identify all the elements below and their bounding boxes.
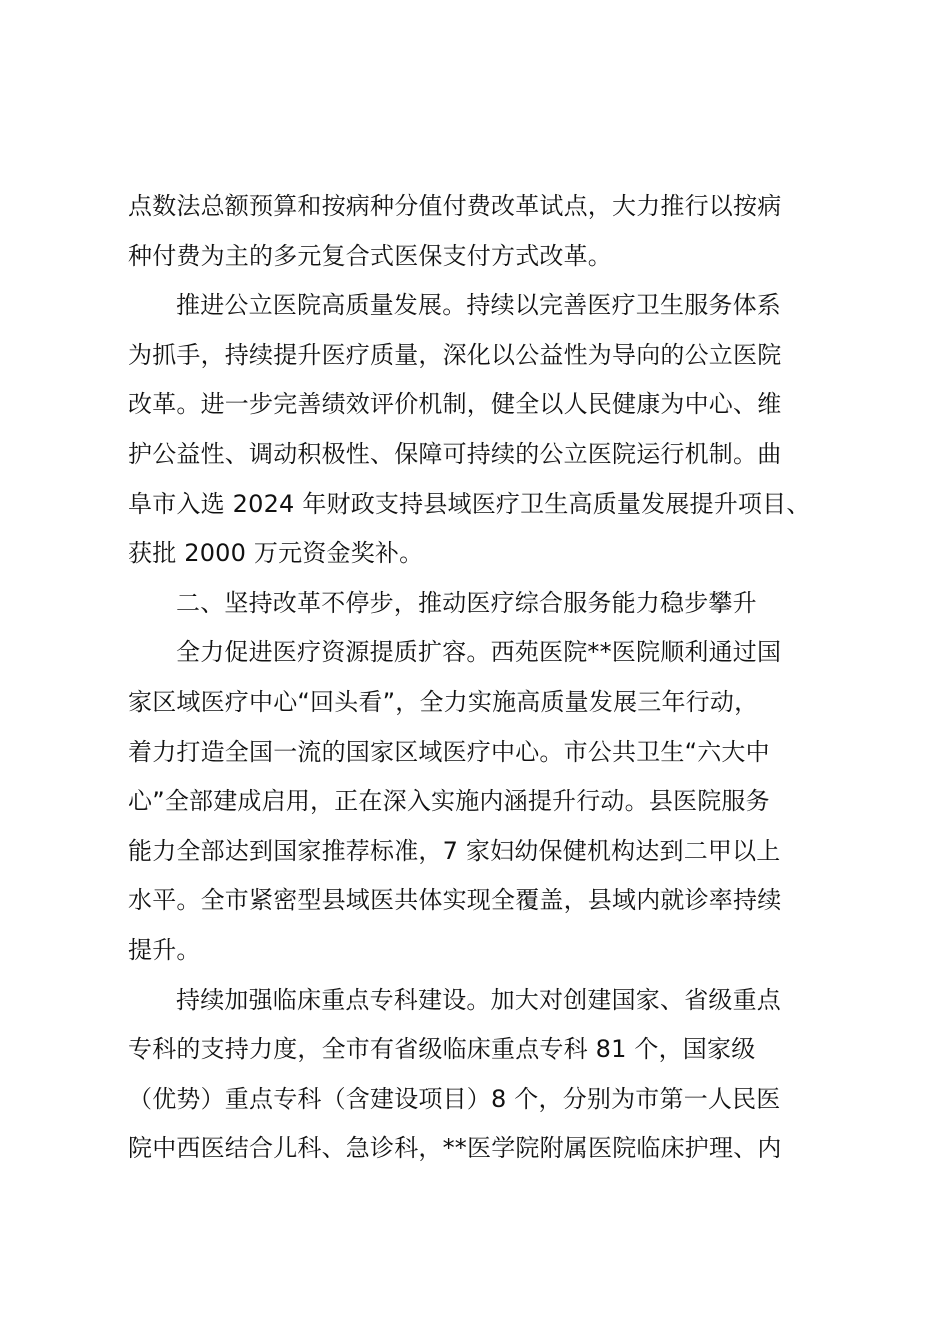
text-line: 护公益性、调动积极性、保障可持续的公立医院运行机制。曲: [128, 439, 782, 468]
text-line: （优势）重点专科（含建设项目）8 个，分别为市第一人民医: [128, 1084, 781, 1113]
text-line: 种付费为主的多元复合式医保支付方式改革。: [128, 241, 612, 270]
text-line: 为抓手，持续提升医疗质量，深化以公益性为导向的公立医院: [128, 340, 782, 369]
text-line: 点数法总额预算和按病种分值付费改革试点，大力推行以按病: [128, 192, 782, 220]
text-line: 家区域医疗中心“回头看”，全力实施高质量发展三年行动，: [128, 687, 759, 716]
section-heading: 二、坚持改革不停步，推动医疗综合服务能力稳步攀升: [176, 588, 757, 617]
text-line: 院中西医结合儿科、急诊科，**医学院附属医院临床护理、内: [128, 1134, 782, 1163]
text-line: 改革。进一步完善绩效评价机制，健全以人民健康为中心、维: [128, 390, 782, 419]
text-line: 着力打造全国一流的国家区域医疗中心。市公共卫生“六大中: [128, 737, 770, 766]
paragraph-start-line: 推进公立医院高质量发展。持续以完善医疗卫生服务体系: [176, 291, 781, 320]
text-line: 水平。全市紧密型县域医共体实现全覆盖，县域内就诊率持续: [128, 886, 782, 915]
text-line: 获批 2000 万元资金奖补。: [128, 539, 424, 568]
text-line: 提升。: [128, 935, 201, 964]
text-line: 心”全部建成启用，正在深入实施内涵提升行动。县医院服务: [128, 787, 770, 816]
text-line: 专科的支持力度，全市有省级临床重点专科 81 个，国家级: [128, 1035, 756, 1064]
body-text: [128, 182, 840, 1174]
text-line: 能力全部达到国家推荐标准，7 家妇幼保健机构达到二甲以上: [128, 836, 781, 865]
paragraph-start-line: 全力促进医疗资源提质扩容。西苑医院**医院顺利通过国: [176, 638, 782, 667]
paragraph-start-line: 持续加强临床重点专科建设。加大对创建国家、省级重点: [176, 985, 781, 1014]
text-line: 阜市入选 2024 年财政支持县域医疗卫生高质量发展提升项目、: [128, 489, 811, 518]
